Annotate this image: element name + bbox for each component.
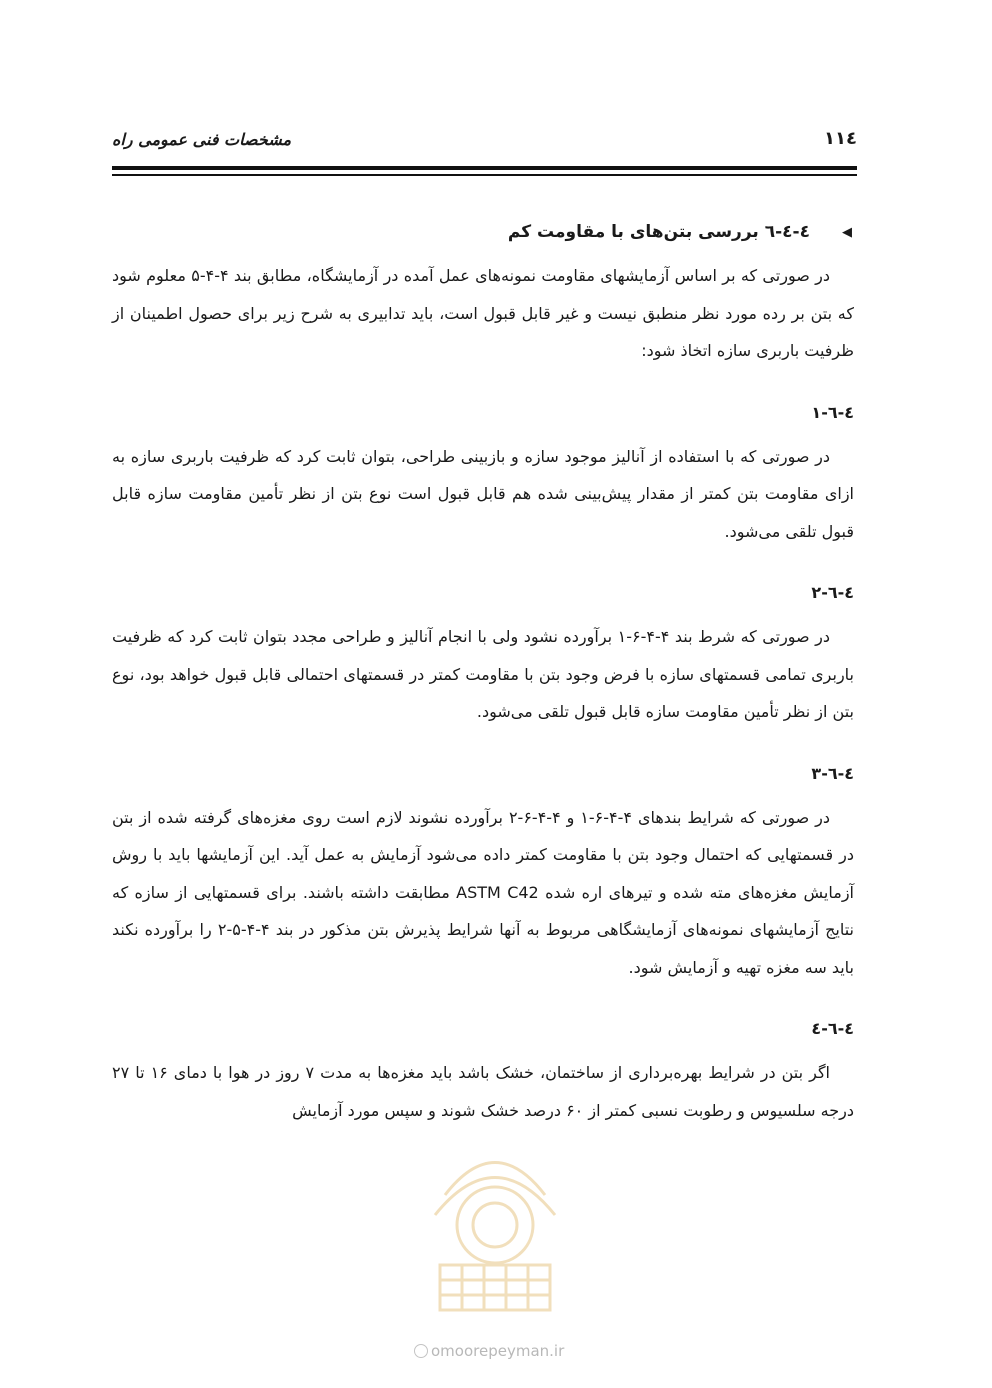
triangle-bullet-icon: ◀ <box>842 224 852 240</box>
watermark-site-text: omoorepeyman.ir <box>431 1342 565 1360</box>
subsection-number: ٤-٦-١ <box>811 402 854 422</box>
header-rule-thin <box>112 174 857 176</box>
subsection-paragraph: در صورتی که شرط بند ۴-۴-۶-۱ برآورده نشود ولی با انجام آنالیز و طراحی مجدد بتوان ثابت کرد که ظرفیت باربری تمامی قسمتهای سازه با فرض وجود بتن با مقاومت کمتر در قسمتهای احتمالی قابل قبول خواهد بود، نوع بتن از نظر تأمین مقاومت سازه قابل قبول تلقی می‌شود. <box>112 627 854 721</box>
page-content <box>112 212 854 1129</box>
subsection-number: ٤-٦-٣ <box>811 763 854 783</box>
header-rule-thick <box>112 166 857 170</box>
at-icon <box>414 1344 428 1358</box>
subsection-number: ٤-٦-٢ <box>811 583 854 602</box>
section-heading-text: ٤-٤-٦ بررسی بتن‌های با مقاومت کم <box>507 222 810 242</box>
watermark-logo <box>410 1125 580 1325</box>
page-header <box>112 128 857 158</box>
subsection-paragraph: در صورتی که با استفاده از آنالیز موجود سازه و بازبینی طراحی، بتوان ثابت کرد که ظرفیت باربری سازه به ازای مقاومت بتن کمتر از مقدار پیش‌بینی شده هم قابل قبول است نوع بتن از نظر تأمین مقاومت سازه قابل قبول تلقی می‌شود. <box>112 446 854 541</box>
subsection-paragraph: در صورتی که شرایط بندهای ۴-۴-۶-۱ و ۴-۴-۶-۲ برآورده نشوند لازم است روی مغزه‌های گرفته شده از بتن در قسمتهایی که احتمال وجود بتن با مقاومت کمتر داده می‌شود آزمایش به عمل آید. این آزمایشها باید با روش آزمایش مغزه‌های مته شده و تیرهای اره شده ASTM C42 مطابقت داشته باشند. برای قسمتهایی از سازه که نتایج آزمایشهای نمونه‌های آزمایشگاهی مربوط به آنها شرایط پذیرش بتن مذکور در بند ۴-۴-۵-۲ را برآورده نکند باید سه مغزه تهیه و آزمایش شود. <box>112 807 855 977</box>
section-heading <box>112 212 854 252</box>
intro-paragraph: در صورتی که بر اساس آزمایشهای مقاومت نمونه‌های عمل آمده در آزمایشگاه، مطابق بند ۴-۴-۵ معلوم شود که بتن بر رده مورد نظر منطبق نیست و غیر قابل قبول است، باید تدابیری به شرح زیر برای حصول اطمینان از ظرفیت باربری سازه اتخاذ شود: <box>112 266 854 360</box>
running-title: مشخصات فنی عمومی راه <box>112 130 292 149</box>
page-number: ۱۱٤ <box>824 128 857 149</box>
subsection-paragraph: اگر بتن در شرایط بهره‌برداری از ساختمان، خشک باشد باید مغزه‌ها به مدت ۷ روز در هوا با دمای ۱۶ تا ۲۷ درجه سلسیوس و رطوبت نسبی کمتر از ۶۰ درصد خشک شوند و سپس مورد آزمایش <box>112 1063 854 1120</box>
watermark-site <box>414 1342 564 1360</box>
subsection-number: ٤-٦-٤ <box>811 1019 854 1038</box>
